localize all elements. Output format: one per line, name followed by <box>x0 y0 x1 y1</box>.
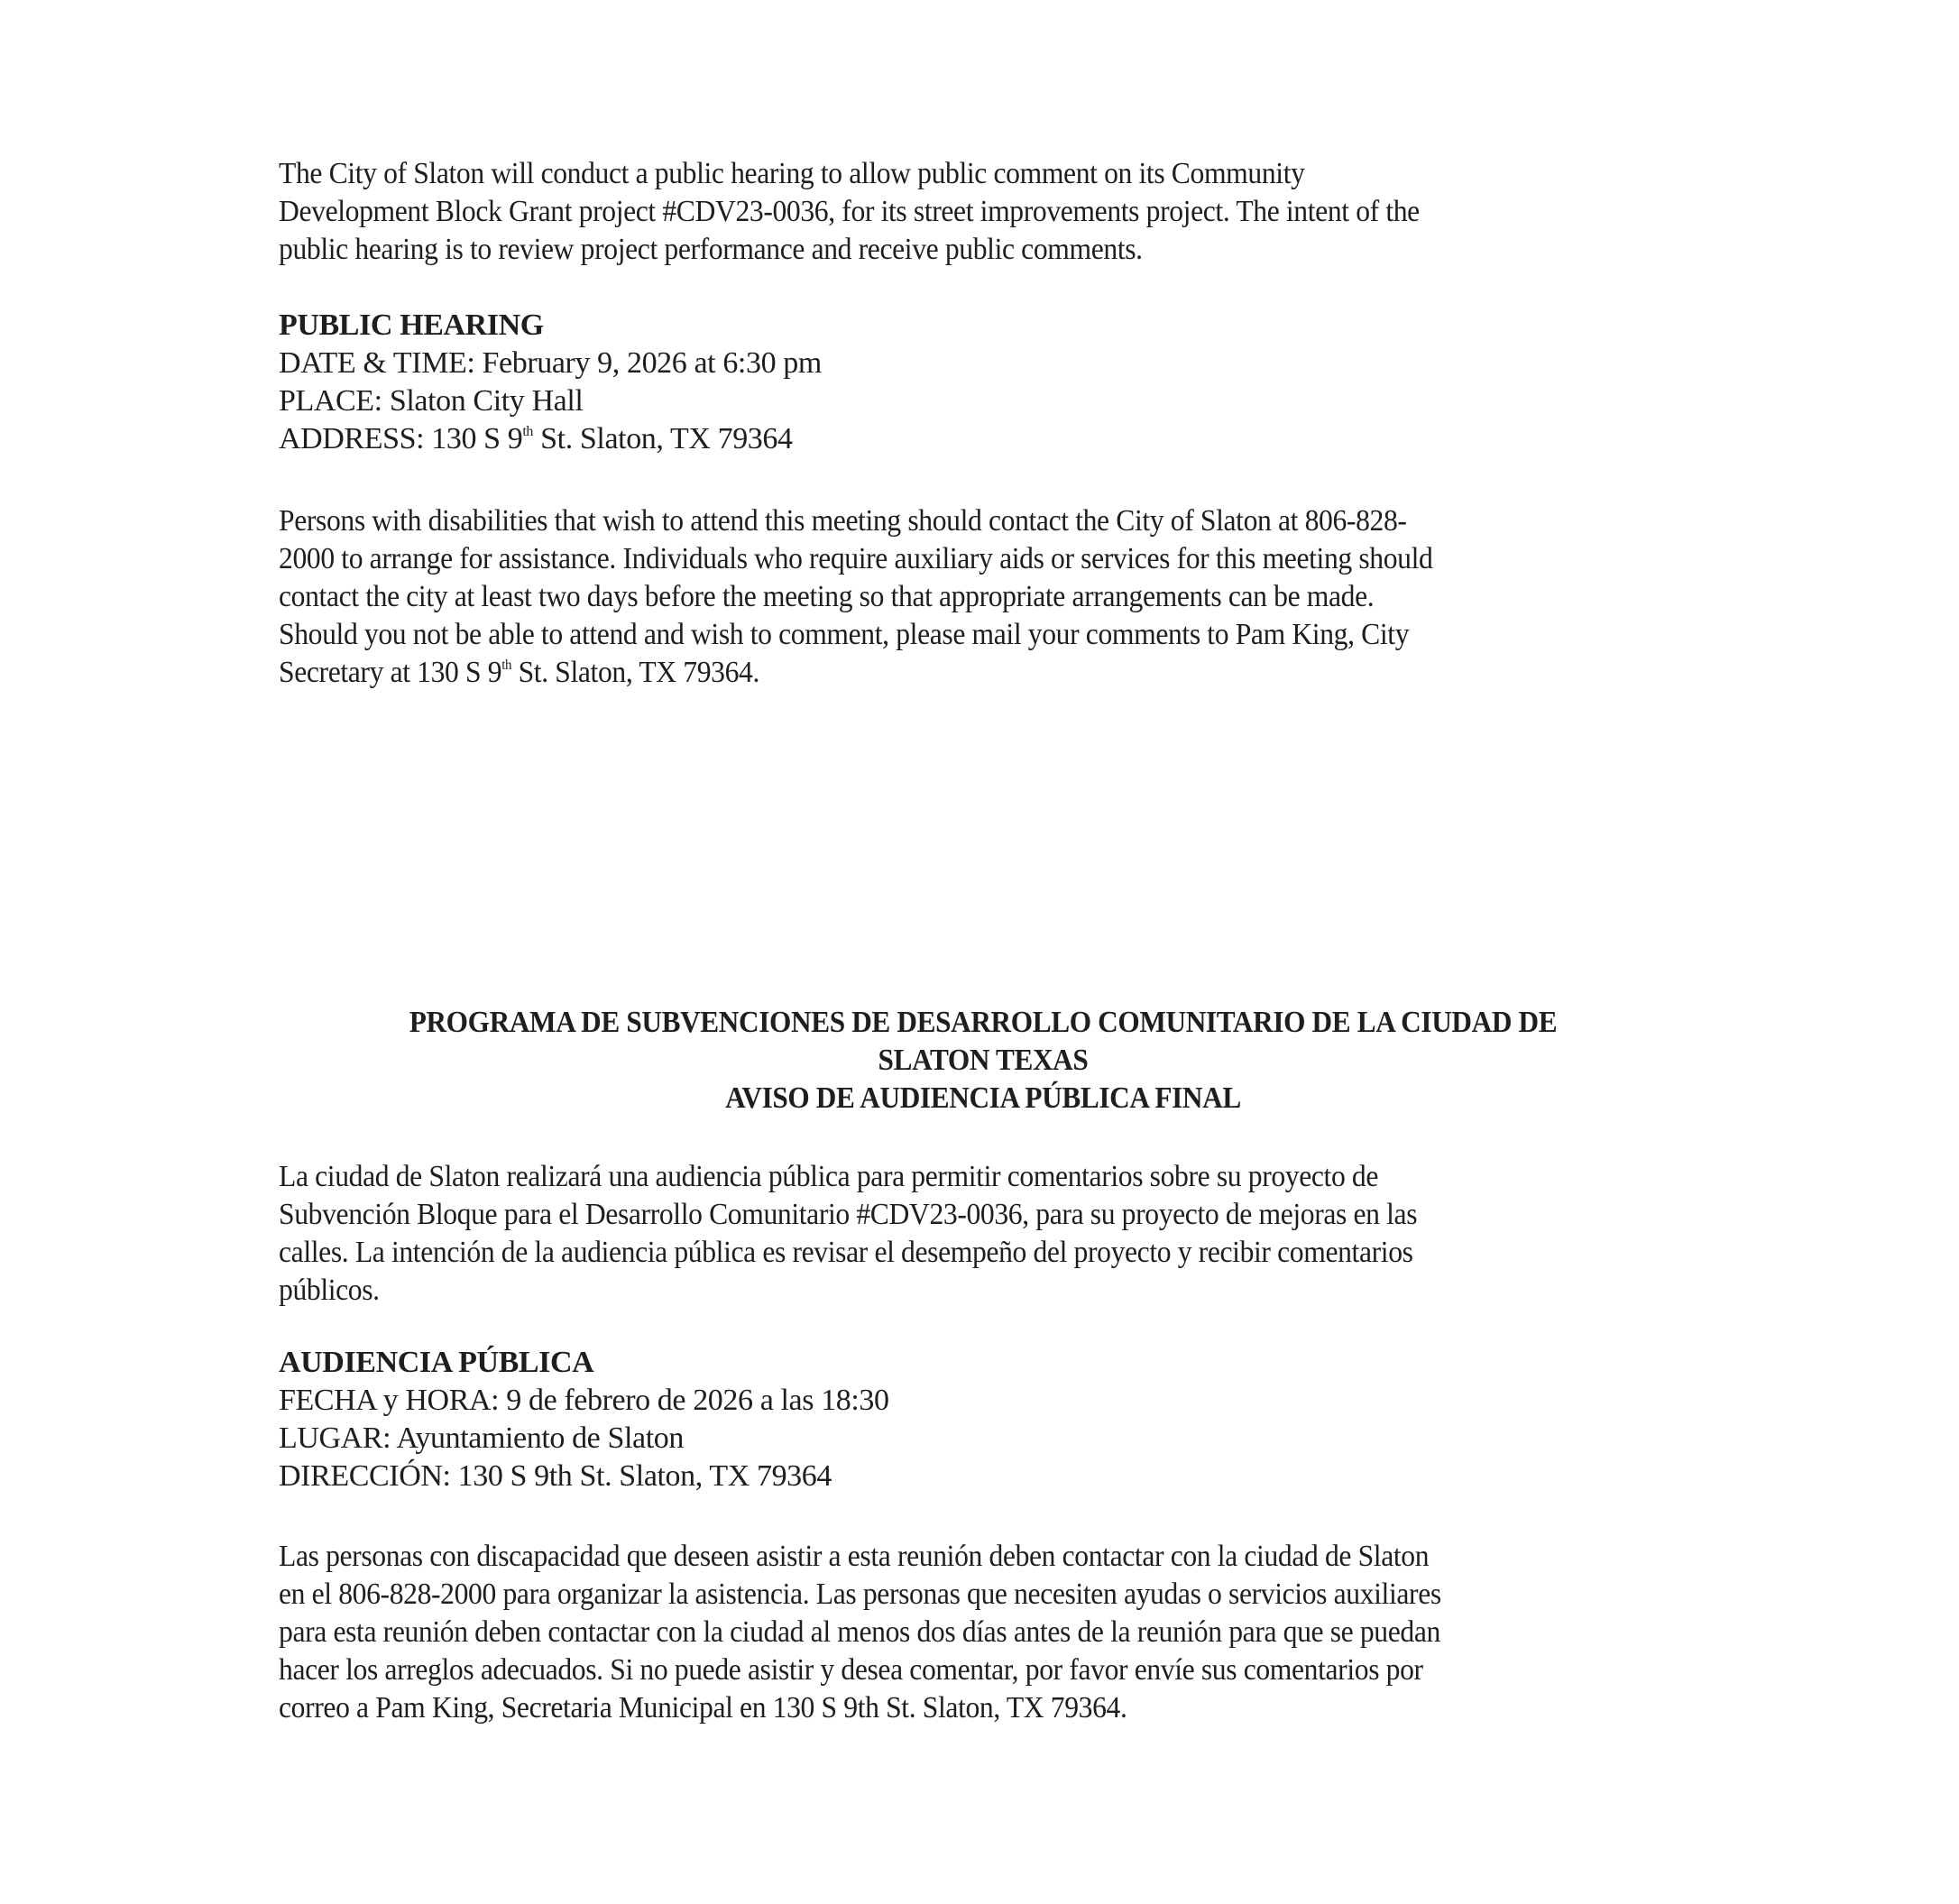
hearing-address <box>279 420 822 458</box>
text-line: públicos. <box>279 1274 380 1307</box>
text-line: public hearing is to review project performance and receive public comments. <box>279 233 1143 266</box>
title-line: AVISO DE AUDIENCIA PÚBLICA FINAL <box>725 1081 1241 1115</box>
text-line: en el 806-828-2000 para organizar la asistencia. Las personas que necesiten ayudas o servicios auxiliares <box>279 1577 1441 1611</box>
text-line: hacer los arreglos adecuados. Si no puede asistir y desea comentar, por favor envíe sus comentarios por <box>279 1653 1423 1687</box>
address-text: St. Slaton, TX 79364 <box>533 422 793 455</box>
title-line: PROGRAMA DE SUBVENCIONES DE DESARROLLO COMUNITARIO DE LA CIUDAD DE <box>409 1006 1558 1039</box>
text-line: The City of Slaton will conduct a public hearing to allow public comment on its Community <box>279 157 1305 190</box>
text-line: Persons with disabilities that wish to attend this meeting should contact the City of Slaton at 806-828- <box>279 504 1407 538</box>
hearing-place: PLACE: Slaton City Hall <box>279 384 584 418</box>
spanish-hearing-details <box>279 1344 889 1495</box>
hearing-place: LUGAR: Ayuntamiento de Slaton <box>279 1421 684 1455</box>
section-heading: AUDIENCIA PÚBLICA <box>279 1346 594 1379</box>
text-line: correo a Pam King, Secretaria Municipal en 130 S 9th St. Slaton, TX 79364. <box>279 1691 1127 1725</box>
hearing-address: DIRECCIÓN: 130 S 9th St. Slaton, TX 79364 <box>279 1459 832 1493</box>
section-heading: PUBLIC HEARING <box>279 308 544 342</box>
text-line: Should you not be able to attend and wish to comment, please mail your comments to Pam King, City <box>279 618 1410 651</box>
text-line: calles. La intención de la audiencia pública es revisar el desempeño del proyecto y recibir comentarios <box>279 1236 1413 1269</box>
text-line <box>279 654 1432 692</box>
address-text: ADDRESS: 130 S 9 <box>279 422 523 455</box>
english-accessibility-paragraph <box>279 502 1520 692</box>
text-line: 2000 to arrange for assistance. Individuals who require auxiliary aids or services for this meeting should <box>279 542 1433 575</box>
text-line: para esta reunión deben contactar con la ciudad al menos dos días antes de la reunión para que se puedan <box>279 1615 1440 1649</box>
text-line: Development Block Grant project #CDV23-0036, for its street improvements project. The intent of the <box>279 195 1420 228</box>
ordinal-suffix: th <box>501 658 512 673</box>
ordinal-suffix: th <box>522 424 534 439</box>
text-fragment: St. Slaton, TX 79364. <box>511 656 760 689</box>
text-line: Las personas con discapacidad que deseen asistir a esta reunión deben contactar con la ciudad de Slaton <box>279 1540 1430 1573</box>
spanish-title <box>271 1004 1696 1118</box>
text-line: Subvención Bloque para el Desarrollo Comunitario #CDV23-0036, para su proyecto de mejoras en las <box>279 1198 1418 1231</box>
spanish-intro-paragraph <box>279 1158 1503 1310</box>
english-hearing-details <box>279 307 822 458</box>
title-line: SLATON TEXAS <box>878 1044 1089 1077</box>
hearing-date-time: FECHA y HORA: 9 de febrero de 2026 a las 18:30 <box>279 1384 889 1417</box>
english-intro-paragraph <box>279 155 1505 269</box>
text-fragment: Secretary at 130 S 9 <box>279 656 502 689</box>
spanish-accessibility-paragraph <box>279 1538 1529 1727</box>
hearing-date-time: DATE & TIME: February 9, 2026 at 6:30 pm <box>279 346 822 380</box>
text-line: contact the city at least two days before the meeting so that appropriate arrangements can be made. <box>279 580 1375 613</box>
text-line: La ciudad de Slaton realizará una audiencia pública para permitir comentarios sobre su proyecto de <box>279 1160 1379 1193</box>
